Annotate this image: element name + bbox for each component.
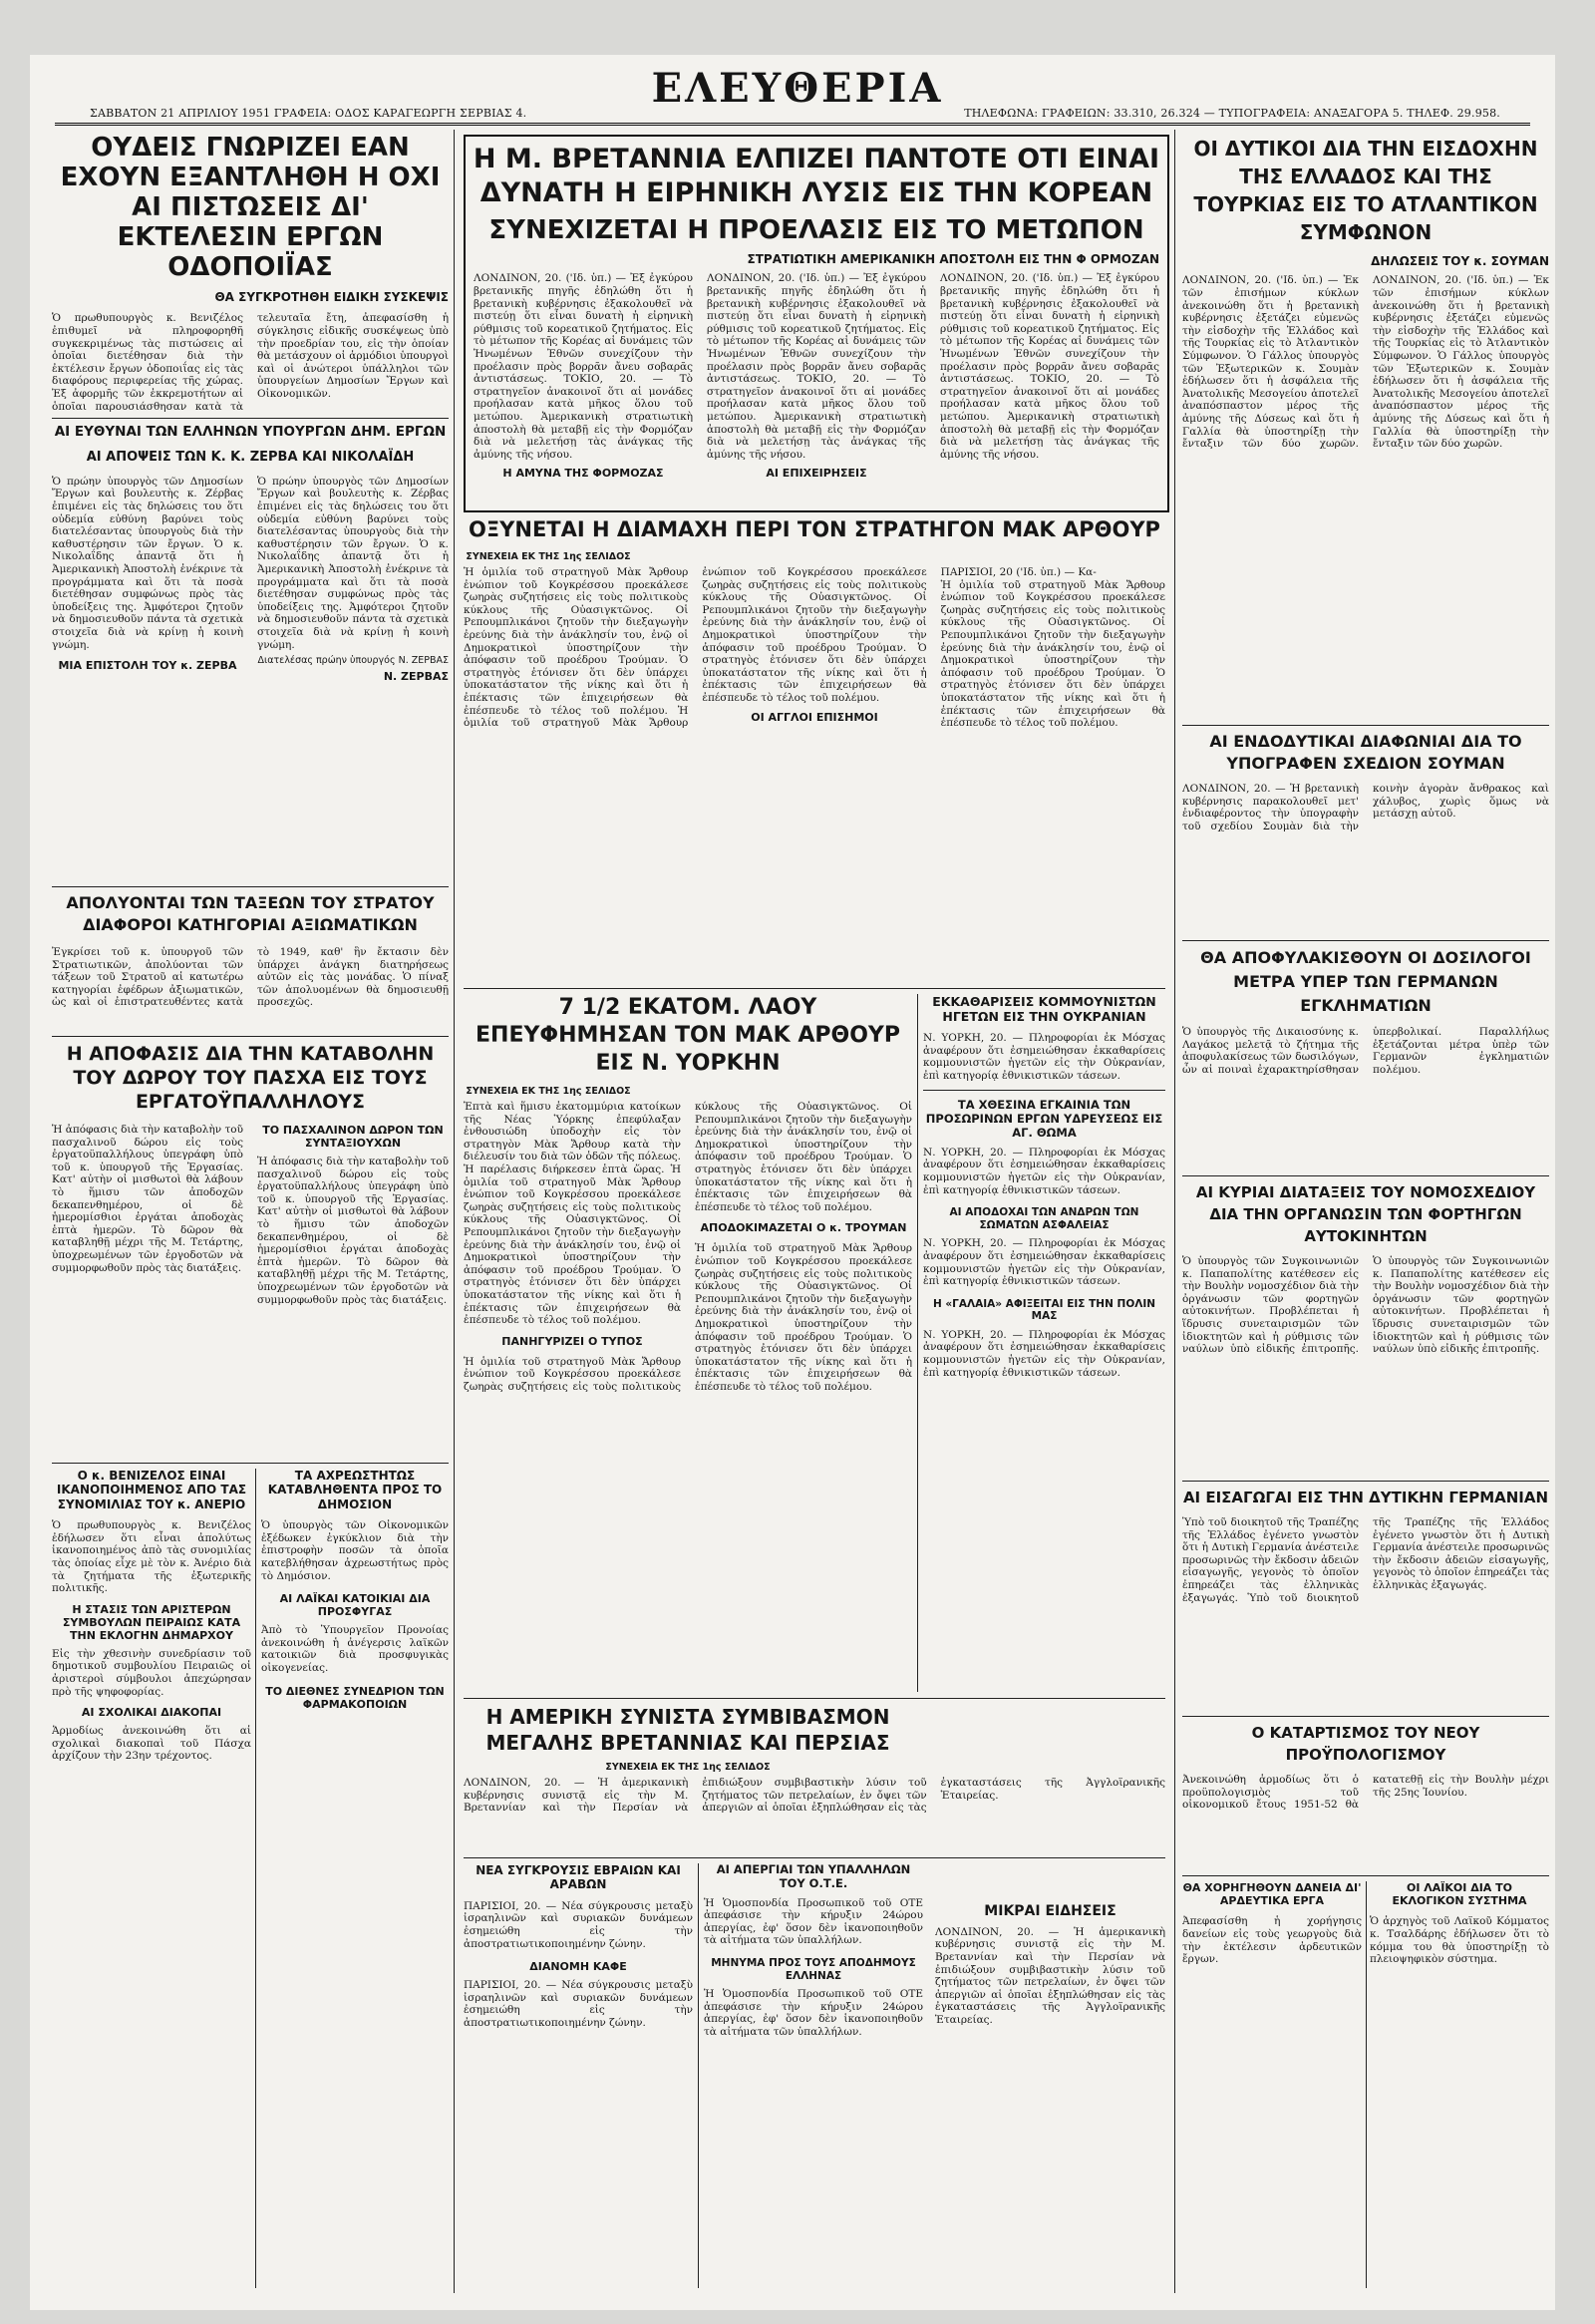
- story-newyork-text-3: Ἡ ὁμιλία τοῦ στρατηγοῦ Μὰκ Ἄρθουρ ἐνώπιον τοῦ Κογκρέσσου προεκάλεσε ζωηρὰς συζητήσεις εἰς τοὺς πολιτικοὺς κύκλους τῆς Οὐασιγκτῶνος. Οἱ Ρεπουμπλικάνοι ζητοῦν τὴν διεξαγωγὴν ἐρεύνης διὰ τὴν ἀνάκλησίν του, ἐνῷ οἱ Δημοκρατικοὶ ὑποστηρίζουν τὴν ἀπόφασιν τοῦ προέδρου Τρούμαν. Ὁ στρατηγὸς ἐτόνισεν ὅτι δὲν ὑπάρχει ὑποκατάστατον τῆς νίκης καὶ ὅτι ἡ ἐπέκτασις τῶν ἐπιχειρήσεων θὰ ἐπέσπευδε τὸ τέλος τοῦ πολέμου.: [464, 1101, 912, 1393]
- story-schuman: ΛΟΝΔΙΝΟΝ, 20. — Ἡ βρετανικὴ κυβέρνησις παρακολουθεῖ μετ' ἐνδιαφέροντος τὴν ὑπογραφὴν τοῦ σχεδίου Σουμὰν διὰ τὴν κοινὴν ἀγορὰν ἄνθρακος καὶ χάλυβος, χωρὶς ὅμως νὰ μετάσχῃ αὐτοῦ.: [1182, 783, 1549, 832]
- headline-atlantic: [1182, 135, 1549, 246]
- rule-r6: [1182, 1875, 1549, 1876]
- headline-trucks: [1182, 1181, 1549, 1247]
- kicker-school: ΑΙ ΣΧΟΛΙΚΑΙ ΔΙΑΚΟΠΑΙ: [81, 1706, 222, 1720]
- story-communists: Ν. ΥΟΡΚΗ, 20. — Πληροφορίαι ἐκ Μόσχας ἀναφέρουν ὅτι ἐσημειώθησαν ἐκκαθαρίσεις κομμουνιστῶν ἡγετῶν εἰς τὴν Οὐκρανίαν, ἐπὶ κατηγορίᾳ ἐθνικιστικῶν τάσεων.: [923, 1032, 1165, 1082]
- kicker-refugees: ΑΙ ΛΑΪΚΑΙ ΚΑΤΟΙΚΙΑΙ ΔΙΑ ΠΡΟΣΦΥΓΑΣ: [279, 1592, 431, 1619]
- story-galaia: Ν. ΥΟΡΚΗ, 20. — Πληροφορίαι ἐκ Μόσχας ἀναφέρουν ὅτι ἐσημειώθησαν ἐκκαθαρίσεις κομμουνιστῶν ἡγετῶν εἰς τὴν Οὐκρανίαν, ἐπὶ κατηγορίᾳ ἐθνικιστικῶν τάσεων.: [923, 1328, 1165, 1379]
- headline-easter-text: Η ΑΠΟΦΑΣΙΣ ΔΙΑ ΤΗΝ ΚΑΤΑΒΟΛΗΝ ΤΟΥ ΔΩΡΟΥ ΤΟΥ ΠΑΣΧΑ ΕΙΣ ΤΟΥΣ ΕΡΓΑΤΟΫΠΑΛΛΗΛΟΥΣ: [66, 1043, 435, 1113]
- headline-strikes: ΑΙ ΑΠΕΡΓΙΑΙ ΤΩΝ ΥΠΑΛΛΗΛΩΝ ΤΟΥ Ο.Τ.Ε.: [716, 1863, 911, 1890]
- rule-c6-split: [698, 1863, 699, 2288]
- headline-loans: ΘΑ ΧΟΡΗΓΗΘΟΥΝ ΔΑΝΕΙΑ ΔΙ' ΑΡΔΕΥΤΙΚΑ ΕΡΓΑ: [1182, 1881, 1362, 1908]
- continued-persia: ΣΥΝΕΧΕΙΑ ΕΚ ΤΗΣ 1ης ΣΕΛΙΔΟΣ: [605, 1762, 771, 1773]
- rule-r3: [1182, 1175, 1549, 1176]
- story-imports-text-2: Ὑπὸ τοῦ διοικητοῦ τῆς Τραπέζης τῆς Ἑλλάδος ἐγένετο γνωστὸν ὅτι ἡ Δυτικὴ Γερμανία ἀνέστειλε προσωρινῶς τὴν ἔκδοσιν ἀδειῶν εἰσαγωγῆς, γεγονὸς τὸ ὁποῖον ἐπηρεάζει τὰς ἑλληνικὰς ἐξαγωγάς.: [1247, 1516, 1549, 1604]
- headline-galaia: Η «ΓΑΛΑΙΑ» ΑΦΙΞΕΙΤΑΙ ΕΙΣ ΤΗΝ ΠΟΛΙΝ ΜΑΣ: [932, 1297, 1156, 1323]
- article-atlantic: [1182, 135, 1549, 721]
- story-arabs: ΠΑΡΙΣΙΟΙ, 20. — Νέα σύγκρουσις μεταξὺ ἰσραηλινῶν καὶ συριακῶν δυνάμεων ἐσημειώθη εἰς τὴν ἀποστρατιωτικοποιημένην ζώνην.: [464, 1899, 693, 1950]
- story-roads: Ὁ πρωθυπουργὸς κ. Βενιζέλος ἐπιθυμεῖ νὰ πληροφορηθῆ συγκεκριμένως τὰς πιστώσεις αἱ ὁποῖαι διετέθησαν διὰ τὴν ἐκτέλεσιν ἔργων ὁδοποιΐας εἰς τὰς διαφόρους περιφερείας τῆς χώρας. Ἐξ ἀφορμῆς τῶν ἐκκρεμοτήτων αἱ ὁποῖαι παρουσιάσθησαν κατὰ τὰ τελευταῖα ἔτη, ἀπεφασίσθη ἡ σύγκλησις εἰδικῆς συσκέψεως ὑπὸ τὴν προεδρίαν του, εἰς τὴν ὁποίαν θὰ μετάσχουν οἱ ἁρμόδιοι ὑπουργοὶ καὶ οἱ ἀνώτεροι ὑπάλληλοι τῶν ὑπουργείων Δημοσίων Ἔργων καὶ Οἰκονομικῶν.: [52, 312, 449, 413]
- dateline-paris: ΠΑΡΙΣΙΟΙ, 20 ('Ιδ. ὑπ.) — Κα-: [940, 566, 1097, 578]
- minor-news: [935, 1863, 1165, 2288]
- article-korea: [464, 135, 1169, 512]
- story-trucks-text-2: Ὁ ὑπουργὸς τῶν Συγκοινωνιῶν κ. Παπαπολίτης κατέθεσεν εἰς τὴν Βουλὴν νομοσχέδιον διὰ τὴν ὀργάνωσιν τῶν φορτηγῶν αὐτοκινήτων. Προβλέπεται ἡ ἵδρυσις συνεταιρισμῶν τῶν ἰδιοκτητῶν καὶ ἡ ρύθμισις τῶν ναύλων ὑπὸ εἰδικῆς ἐπιτροπῆς.: [1373, 1255, 1549, 1356]
- story-atlantic: [1182, 274, 1549, 721]
- headline-trucks-text: ΑΙ ΚΥΡΙΑΙ ΔΙΑΤΑΞΕΙΣ ΤΟΥ ΝΟΜΟΣΧΕΔΙΟΥ ΔΙΑ ΤΗΝ ΟΡΓΑΝΩΣΙΝ ΤΩΝ ΦΟΡΤΗΓΩΝ ΑΥΤΟΚΙΝΗΤΩΝ: [1195, 1183, 1536, 1245]
- article-fees: [261, 1469, 449, 2288]
- rule-c5: [464, 1857, 1165, 1858]
- headline-water: ΤΑ ΧΘΕΣΙΝΑ ΕΓΚΑΙΝΙΑ ΤΩΝ ΠΡΟΣΩΡΙΝΩΝ ΕΡΓΩΝ ΥΔΡΕΥΣΕΩΣ ΕΙΣ ΑΓ. ΘΩΜΑ: [925, 1098, 1163, 1140]
- masthead-title: ΕΛΕΥΘΕΡΙΑ: [651, 65, 944, 112]
- headline-minor-news: ΜΙΚΡΑΙ ΕΙΔΗΣΕΙΣ: [984, 1903, 1116, 1919]
- story-newyork: [464, 1101, 912, 1692]
- article-communists: [923, 994, 1165, 1692]
- rule-l5-split: [255, 1469, 256, 2288]
- story-diaspora: Ἡ Ὁμοσπονδία Προσωπικοῦ τοῦ ΟΤΕ ἀπεφάσισε τὴν κήρυξιν 24ώρου ἀπεργίας, ἐφ' ὅσον δὲν ἱκανοποιηθοῦν τὰ αἰτήματα τῶν ὑπαλλήλων.: [704, 1988, 923, 2038]
- kicker-zervas-letter: ΜΙΑ ΕΠΙΣΤΟΛΗ ΤΟΥ κ. ΖΕΡΒΑ: [58, 659, 237, 673]
- headline-imports-text: ΑΙ ΕΙΣΑΓΩΓΑΙ ΕΙΣ ΤΗΝ ΔΥΤΙΚΗΝ ΓΕΡΜΑΝΙΑΝ: [1182, 1489, 1549, 1506]
- story-army: Ἐγκρίσει τοῦ κ. ὑπουργοῦ τῶν Στρατιωτικῶν, ἀπολύονται τῶν τάξεων τοῦ Στρατοῦ αἱ κατωτέρω κατηγορίαι ἐφέδρων ἀξιωματικῶν, ὡς καὶ οἱ ἐπιστρατευθέντες κατὰ τὸ 1949, καθ' ἣν ἔκτασιν δὲν ὑπάρχει ἀνάγκη διατηρήσεως αὐτῶν εἰς τὰς μονάδας. Ὁ πίναξ τῶν ἀπολυομένων θὰ δημοσιευθῇ προσεχῶς.: [52, 946, 449, 1009]
- article-newyork: [464, 994, 912, 1692]
- headline-budget-text: Ο ΚΑΤΑΡΤΙΣΜΟΣ ΤΟΥ ΝΕΟΥ ΠΡΟΫΠΟΛΟΓΙΣΜΟΥ: [1251, 1724, 1480, 1764]
- story-atlantic-text: ΛΟΝΔΙΝΟΝ, 20. ('Ιδ. ὑπ.) — Ἐκ τῶν ἐπισήμων κύκλων ἀνεκοινώθη ὅτι ἡ βρετανικὴ κυβέρνησις ἐξετάζει εὐμενῶς τὴν εἰσδοχὴν τῆς Ἑλλάδος καὶ τῆς Τουρκίας εἰς τὸ Ἀτλαντικὸν Σύμφωνον. Ὁ Γάλλος ὑπουργὸς τῶν Ἐξωτερικῶν κ. Σουμὰν ἐδήλωσεν ὅτι ἡ ἀσφάλεια τῆς Ἀνατολικῆς Μεσογείου ἀποτελεῖ ἀναπόσπαστον μέρος τῆς ἀμύνης τῆς Δύσεως καὶ ὅτι ἡ Γαλλία θὰ ὑποστηρίξῃ τὴν ἔνταξιν τῶν δύο χωρῶν.: [1182, 274, 1359, 451]
- story-korea-text: ΛΟΝΔΙΝΟΝ, 20. ('Ιδ. ὑπ.) — Ἐξ ἐγκύρου βρετανικῆς πηγῆς ἐδηλώθη ὅτι ἡ βρετανικὴ κυβέρνησις ἐξακολουθεῖ νὰ πιστεύῃ ὅτι εἶναι δυνατὴ ἡ εἰρηνικὴ ρύθμισις τοῦ κορεατικοῦ ζητήματος. Εἰς τὸ μέτωπον τῆς Κορέας αἱ δυνάμεις τῶν Ἡνωμένων Ἐθνῶν συνεχίζουν τὴν προέλασιν πρὸς βορρᾶν ἄνευ σοβαρᾶς ἀντιστάσεως. ΤΟΚΙΟ, 20. — Τὸ στρατηγεῖον ἀνακοινοῖ ὅτι αἱ μονάδες προήλασαν κατὰ μῆκος ὅλου τοῦ μετώπου. Ἀμερικανικὴ στρατιωτικὴ ἀποστολὴ θὰ μεταβῇ εἰς τὴν Φορμόζαν διὰ νὰ μελετήσῃ τὰς ἀνάγκας τῆς ἀμύνης τῆς νήσου.: [474, 272, 693, 461]
- story-trucks-text: Ὁ ὑπουργὸς τῶν Συγκοινωνιῶν κ. Παπαπολίτης κατέθεσεν εἰς τὴν Βουλὴν νομοσχέδιον διὰ τὴν ὀργάνωσιν τῶν φορτηγῶν αὐτοκινήτων. Προβλέπεται ἡ ἵδρυσις συνεταιρισμῶν τῶν ἰδιοκτητῶν καὶ ἡ ρύθμισις τῶν ναύλων ὑπὸ εἰδικῆς ἐπιτροπῆς.: [1182, 1255, 1359, 1356]
- story-loans: Ἀπεφασίσθη ἡ χορήγησις δανείων εἰς τοὺς γεωργοὺς διὰ τὴν ἐκτέλεσιν ἀρδευτικῶν ἔργων.: [1182, 1915, 1362, 1966]
- story-ministers: [52, 476, 449, 844]
- kicker-truman: ΑΠΟΔΟΚΙΜΑΖΕΤΑΙ Ο κ. ΤΡΟΥΜΑΝ: [700, 1221, 907, 1235]
- kicker-english-officials: ΟΙ ΑΓΓΛΟΙ ΕΠΙΣΗΜΟΙ: [751, 710, 878, 724]
- article-electoral: [1370, 1881, 1549, 2288]
- headline-ministers: ΑΙ ΕΥΘΥΝΑΙ ΤΩΝ ΕΛΛΗΝΩΝ ΥΠΟΥΡΓΩΝ ΔΗΜ. ΕΡΓΩΝ: [54, 424, 447, 440]
- kicker-pharmacists: ΤΟ ΔΙΕΘΝΕΣ ΣΥΝΕΔΡΙΟΝ ΤΩΝ ΦΑΡΜΑΚΟΠΟΙΩΝ: [265, 1684, 445, 1711]
- story-school: Ἁρμοδίως ἀνεκοινώθη ὅτι αἱ σχολικαὶ διακοπαὶ τοῦ Πάσχα ἀρχίζουν τὴν 23ην τρέχοντος.: [52, 1725, 251, 1763]
- article-persia: [464, 1704, 1165, 1853]
- story-macarthur: [464, 566, 1165, 975]
- headline-collaborators-text: ΘΑ ΑΠΟΦΥΛΑΚΙΣΘΟΥΝ ΟΙ ΔΟΣΙΛΟΓΟΙ ΜΕΤΡΑ ΥΠΕΡ ΤΩΝ ΓΕΡΜΑΝΩΝ ΕΓΚΛΗΜΑΤΙΩΝ: [1200, 948, 1531, 1015]
- headline-budget: [1182, 1722, 1549, 1766]
- subhead-ministers: ΑΙ ΑΠΟΨΕΙΣ ΤΩΝ Κ. Κ. ΖΕΡΒΑ ΚΑΙ ΝΙΚΟΛΑΪΔΗ: [86, 450, 415, 466]
- column-rule-left: [454, 130, 455, 2293]
- story-piraeus: Εἰς τὴν χθεσινὴν συνεδρίασιν τοῦ δημοτικοῦ συμβουλίου Πειραιῶς οἱ ἀριστεροὶ σύμβουλοι ἀπεχώρησαν πρὸ τῆς ψηφοφορίας.: [52, 1647, 251, 1698]
- story-venizelos: Ὁ πρωθυπουργὸς κ. Βενιζέλος ἐδήλωσεν ὅτι εἶναι ἀπολύτως ἱκανοποιημένος ἀπὸ τὰς συνομιλίας τὰς ὁποίας εἶχε μὲ τὸν κ. Ἀνέριο διὰ τὰ ζητήματα τῆς ἐξωτερικῆς πολιτικῆς.: [52, 1519, 251, 1595]
- story-ministers-text-2: Ὁ πρώην ὑπουργὸς τῶν Δημοσίων Ἔργων καὶ βουλευτὴς κ. Ζέρβας ἐπιμένει εἰς τὰς δηλώσεις του ὅτι οὐδεμία εὐθύνη βαρύνει τοὺς διατελέσαντας ὑπουργοὺς διὰ τὴν καθυστέρησιν τῶν ἔργων. Ὁ κ. Νικολαΐδης ἀπαντᾷ ὅτι ἡ Ἀμερικανικὴ Ἀποστολὴ ἐνέκρινε τὰ προγράμματα καὶ ὅτι τὰ ποσὰ διετέθησαν συμφώνως πρὸς τὰς ὑποδείξεις της. Ἀμφότεροι ζητοῦν νὰ δημοσιευθοῦν πάντα τὰ σχετικὰ στοιχεῖα διὰ νὰ κρίνῃ ἡ κοινὴ γνώμη.: [257, 475, 449, 651]
- kicker-piraeus: Η ΣΤΑΣΙΣ ΤΩΝ ΑΡΙΣΤΕΡΩΝ ΣΥΜΒΟΥΛΩΝ ΠΕΙΡΑΙΩΣ ΚΑΤΑ ΤΗΝ ΕΚΛΟΓΗΝ ΔΗΜΑΡΧΟΥ: [62, 1602, 241, 1642]
- story-coffee: ΠΑΡΙΣΙΟΙ, 20. — Νέα σύγκρουσις μεταξὺ ἰσραηλινῶν καὶ συριακῶν δυνάμεων ἐσημειώθη εἰς τὴν ἀποστρατιωτικοποιημένην ζώνην.: [464, 1979, 693, 2029]
- headline-roads: [52, 133, 449, 282]
- rule-r5: [1182, 1716, 1549, 1717]
- story-fees: Ὁ ὑπουργὸς τῶν Οἰκονομικῶν ἐξέδωκεν ἐγκύκλιον διὰ τὴν ἐπιστροφὴν ποσῶν τὰ ὁποῖα κατεβλήθησαν ἀχρεωστήτως πρὸς τὸ Δημόσιον.: [261, 1519, 449, 1582]
- article-venizelos: [52, 1469, 251, 2288]
- headline-army-text: ΑΠΟΛΥΟΝΤΑΙ ΤΩΝ ΤΑΞΕΩΝ ΤΟΥ ΣΤΡΑΤΟΥ ΔΙΑΦΟΡΟΙ ΚΑΤΗΓΟΡΙΑΙ ΑΞΙΩΜΑΤΙΚΩΝ: [66, 893, 435, 934]
- rule-r7-split: [1366, 1881, 1367, 2288]
- article-budget: [1182, 1722, 1549, 1871]
- story-easter: [52, 1124, 449, 1459]
- headline-arabs: ΝΕΑ ΣΥΓΚΡΟΥΣΙΣ ΕΒΡΑΙΩΝ ΚΑΙ ΑΡΑΒΩΝ: [476, 1863, 681, 1892]
- story-water: Ν. ΥΟΡΚΗ, 20. — Πληροφορίαι ἐκ Μόσχας ἀναφέρουν ὅτι ἐσημειώθησαν ἐκκαθαρίσεις κομμουνιστῶν ἡγετῶν εἰς τὴν Οὐκρανίαν, ἐπὶ κατηγορίᾳ ἐθνικιστικῶν τάσεων.: [923, 1146, 1165, 1196]
- kicker-press: ΠΑΝΗΓΥΡΙΖΕΙ Ο ΤΥΠΟΣ: [501, 1334, 643, 1348]
- story-electoral: Ὁ ἀρχηγὸς τοῦ Λαϊκοῦ Κόμματος κ. Τσαλδάρης ἐδήλωσεν ὅτι τὸ κόμμα του θὰ ὑποστηρίξῃ τὸ πλειοψηφικὸν σύστημα.: [1370, 1915, 1549, 1966]
- story-persia: ΛΟΝΔΙΝΟΝ, 20. — Ἡ ἀμερικανικὴ κυβέρνησις συνιστᾷ εἰς τὴν Μ. Βρεταννίαν καὶ τὴν Περσίαν νὰ ἐπιδιώξουν συμβιβαστικὴν λύσιν τοῦ ζητήματος τῶν πετρελαίων, ἐν ὄψει τῶν ἀπεργιῶν αἱ ὁποῖαι ἐξηπλώθησαν εἰς τὰς ἐγκαταστάσεις τῆς Ἀγγλοϊρανικῆς Ἑταιρείας.: [464, 1777, 1165, 1815]
- rule-c3: [923, 1090, 1165, 1091]
- masthead-phones: ΤΗΛΕΦΩΝΑ: ΓΡΑΦΕΙΩΝ: 33.310, 26.324 — ΤΥΠΟΓΡΑΦΕΙΑ: ΑΝΑΞΑΓΟΡΑ 5. ΤΗΛΕΦ. 29.958.: [964, 107, 1500, 120]
- story-newyork-text-2: Ἡ ὁμιλία τοῦ στρατηγοῦ Μὰκ Ἄρθουρ ἐνώπιον τοῦ Κογκρέσσου προεκάλεσε ζωηρὰς συζητήσεις εἰς τοὺς πολιτικοὺς κύκλους τῆς Οὐασιγκτῶνος. Οἱ Ρεπουμπλικάνοι ζητοῦν τὴν διεξαγωγὴν ἐρεύνης διὰ τὴν ἀνάκλησίν του, ἐνῷ οἱ Δημοκρατικοὶ ὑποστηρίζουν τὴν ἀπόφασιν τοῦ προέδρου Τρούμαν. Ὁ στρατηγὸς ἐτόνισεν ὅτι δὲν ὑπάρχει ὑποκατάστατον τῆς νίκης καὶ ὅτι ἡ ἐπέκτασις τῶν ἐπιχειρήσεων θὰ ἐπέσπευδε τὸ τέλος τοῦ πολέμου.: [464, 1162, 682, 1327]
- headline-electoral: ΟΙ ΛΑΪΚΟΙ ΔΙΑ ΤΟ ΕΚΛΟΓΙΚΟΝ ΣΥΣΤΗΜΑ: [1392, 1881, 1527, 1908]
- story-strikes: Ἡ Ὁμοσπονδία Προσωπικοῦ τοῦ ΟΤΕ ἀπεφάσισε τὴν κήρυξιν 24ώρου ἀπεργίας, ἐφ' ὅσον δὲν ἱκανοποιηθοῦν τὰ αἰτήματα τῶν ὑπαλλήλων.: [704, 1896, 923, 1947]
- article-schuman: [1182, 731, 1549, 936]
- headline-schuman: [1182, 731, 1549, 775]
- story-ministers-text: Ὁ πρώην ὑπουργὸς τῶν Δημοσίων Ἔργων καὶ βουλευτὴς κ. Ζέρβας ἐπιμένει εἰς τὰς δηλώσεις του ὅτι οὐδεμία εὐθύνη βαρύνει τοὺς διατελέσαντας ὑπουργοὺς διὰ τὴν καθυστέρησιν τῶν ἔργων. Ὁ κ. Νικολαΐδης ἀπαντᾷ ὅτι ἡ Ἀμερικανικὴ Ἀποστολὴ ἐνέκρινε τὰ προγράμματα καὶ ὅτι τὰ ποσὰ διετέθησαν συμφώνως πρὸς τὰς ὑποδείξεις της. Ἀμφότεροι ζητοῦν νὰ δημοσιευθοῦν πάντα τὰ σχετικὰ στοιχεῖα διὰ νὰ κρίνῃ ἡ κοινὴ γνώμη.: [52, 475, 243, 651]
- headline-persia-text: Η ΑΜΕΡΙΚΗ ΣΥΝΙΣΤΑ ΣΥΜΒΙΒΑΣΜΟΝ ΜΕΓΑΛΗΣ ΒΡΕΤΑΝΝΙΑΣ ΚΑΙ ΠΕΡΣΙΑΣ: [485, 1705, 890, 1755]
- subhead-formosa: ΣΤΡΑΤΙΩΤΙΚΗ ΑΜΕΡΙΚΑΝΙΚΗ ΑΠΟΣΤΟΛΗ ΕΙΣ ΤΗΝ Φ ΟΡΜΟΖΑΝ: [747, 252, 1159, 266]
- continued-macarthur: ΣΥΝΕΧΕΙΑ ΕΚ ΤΗΣ 1ης ΣΕΛΙΔΟΣ: [466, 551, 631, 562]
- rule-r2: [1182, 940, 1549, 941]
- headline-imports: [1182, 1487, 1549, 1508]
- continued-newyork: ΣΥΝΕΧΕΙΑ ΕΚ ΤΗΣ 1ης ΣΕΛΙΔΟΣ: [466, 1086, 631, 1097]
- story-atlantic-text-2: ΛΟΝΔΙΝΟΝ, 20. ('Ιδ. ὑπ.) — Ἐκ τῶν ἐπισήμων κύκλων ἀνεκοινώθη ὅτι ἡ βρετανικὴ κυβέρνησις ἐξετάζει εὐμενῶς τὴν εἰσδοχὴν τῆς Ἑλλάδος καὶ τῆς Τουρκίας εἰς τὸ Ἀτλαντικὸν Σύμφωνον. Ὁ Γάλλος ὑπουργὸς τῶν Ἐξωτερικῶν κ. Σουμὰν ἐδήλωσεν ὅτι ἡ ἀσφάλεια τῆς Ἀνατολικῆς Μεσογείου ἀποτελεῖ ἀναπόσπαστον μέρος τῆς ἀμύνης τῆς Δύσεως καὶ ὅτι ἡ Γαλλία θὰ ὑποστηρίξῃ τὴν ἔνταξιν τῶν δύο χωρῶν.: [1373, 274, 1549, 451]
- story-refugees: Ἀπὸ τὸ Ὑπουργεῖον Προνοίας ἀνεκοινώθη ἡ ἀνέγερσις λαϊκῶν κατοικιῶν διὰ προσφυγικὰς οἰκογενείας.: [261, 1624, 449, 1674]
- headline-venizelos: Ο κ. ΒΕΝΙΖΕΛΟΣ ΕΙΝΑΙ ΙΚΑΝΟΠΟΙΗΜΕΝΟΣ ΑΠΟ ΤΑΣ ΣΥΝΟΜΙΛΙΑΣ ΤΟΥ κ. ΑΝΕΡΙΟ: [56, 1469, 247, 1511]
- article-ministers: [52, 424, 449, 882]
- article-roads: [52, 133, 449, 414]
- headline-roads-text: ΟΥΔΕΙΣ ΓΝΩΡΙΖΕΙ ΕΑΝ ΕΧΟΥΝ ΕΞΑΝΤΛΗΘΗ Η ΟΧΙ ΑΙ ΠΙΣΤΩΣΕΙΣ ΔΙ' ΕΚΤΕΛΕΣΙΝ ΕΡΓΩΝ ΟΔΟΠΟΙΪΑΣ: [60, 133, 441, 282]
- article-collaborators: [1182, 946, 1549, 1171]
- headline-army: [52, 892, 449, 936]
- article-imports: [1182, 1487, 1549, 1712]
- story-imports: [1182, 1516, 1549, 1696]
- headline-easter: [52, 1042, 449, 1114]
- newspaper-page: [30, 55, 1555, 2310]
- article-loans: [1182, 1881, 1362, 2288]
- rule-c1: [464, 988, 1165, 989]
- kicker-easter-pensioners: ΤΟ ΠΑΣΧΑΛΙΝΟΝ ΔΩΡΟΝ ΤΩΝ ΣΥΝΤΑΞΙΟΥΧΩΝ: [262, 1124, 444, 1150]
- masthead-date-address: ΣΑΒΒΑΤΟΝ 21 ΑΠΡΙΛΙΟΥ 1951 ΓΡΑΦΕΙΑ: ΟΔΟΣ ΚΑΡΑΓΕΩΡΓΗ ΣΕΡΒΙΑΣ 4.: [90, 107, 527, 120]
- masthead-rule: [55, 123, 1530, 126]
- story-trucks: [1182, 1255, 1549, 1477]
- headline-macarthur-text: ΟΞΥΝΕΤΑΙ Η ΔΙΑΜΑΧΗ ΠΕΡΙ ΤΟΝ ΣΤΡΑΤΗΓΟΝ ΜΑΚ ΑΡΘΟΥΡ: [469, 517, 1160, 541]
- story-budget: Ἀνεκοινώθη ἁρμοδίως ὅτι ὁ προϋπολογισμὸς τοῦ οἰκονομικοῦ ἔτους 1951-52 θὰ κατατεθῇ εἰς τὴν Βουλὴν μέχρι τῆς 25ης Ἰουνίου.: [1182, 1774, 1549, 1812]
- headline-communists: ΕΚΚΑΘΑΡΙΣΕΙΣ ΚΟΜΜΟΥΝΙΣΤΩΝ ΗΓΕΤΩΝ ΕΙΣ ΤΗΝ ΟΥΚΡΑΝΙΑΝ: [932, 994, 1156, 1024]
- article-arabs: [464, 1863, 693, 2288]
- headline-collaborators: [1182, 946, 1549, 1018]
- story-security-pay: Ν. ΥΟΡΚΗ, 20. — Πληροφορίαι ἐκ Μόσχας ἀναφέρουν ὅτι ἐσημειώθησαν ἐκκαθαρίσεις κομμουνιστῶν ἡγετῶν εἰς τὴν Οὐκρανίαν, ἐπὶ κατηγορίᾳ ἐθνικιστικῶν τάσεων.: [923, 1237, 1165, 1288]
- rule-r4: [1182, 1481, 1549, 1482]
- article-army: [52, 892, 449, 1032]
- rule-c4: [464, 1698, 1165, 1699]
- headline-korea-2: [466, 214, 1167, 246]
- story-macarthur-text: Ἡ ὁμιλία τοῦ στρατηγοῦ Μὰκ Ἄρθουρ ἐνώπιον τοῦ Κογκρέσσου προεκάλεσε ζωηρὰς συζητήσεις εἰς τοὺς πολιτικοὺς κύκλους τῆς Οὐασιγκτῶνος. Οἱ Ρεπουμπλικάνοι ζητοῦν τὴν διεξαγωγὴν ἐρεύνης διὰ τὴν ἀνάκλησίν του, ἐνῷ οἱ Δημοκρατικοὶ ὑποστηρίζουν τὴν ἀπόφασιν τοῦ προέδρου Τρούμαν. Ὁ στρατηγὸς ἐτόνισεν ὅτι δὲν ὑπάρχει ὑποκατάστατον τῆς νίκης καὶ ὅτι ἡ ἐπέκτασις τῶν ἐπιχειρήσεων θὰ ἐπέσπευδε τὸ τέλος τοῦ πολέμου.: [464, 566, 689, 717]
- article-macarthur: [464, 515, 1165, 984]
- kicker-coffee: ΔΙΑΝΟΜΗ ΚΑΦΕ: [529, 1960, 627, 1974]
- story-korea-text-2: ΛΟΝΔΙΝΟΝ, 20. ('Ιδ. ὑπ.) — Ἐξ ἐγκύρου βρετανικῆς πηγῆς ἐδηλώθη ὅτι ἡ βρετανικὴ κυβέρνησις ἐξακολουθεῖ νὰ πιστεύῃ ὅτι εἶναι δυνατὴ ἡ εἰρηνικὴ ρύθμισις τοῦ κορεατικοῦ ζητήματος. Εἰς τὸ μέτωπον τῆς Κορέας αἱ δυνάμεις τῶν Ἡνωμένων Ἐθνῶν συνεχίζουν τὴν προέλασιν πρὸς βορρᾶν ἄνευ σοβαρᾶς ἀντιστάσεως. ΤΟΚΙΟ, 20. — Τὸ στρατηγεῖον ἀνακοινοῖ ὅτι αἱ μονάδες προήλασαν κατὰ μῆκος ὅλου τοῦ μετώπου. Ἀμερικανικὴ στρατιωτικὴ ἀποστολὴ θὰ μεταβῇ εἰς τὴν Φορμόζαν διὰ νὰ μελετήσῃ τὰς ἀνάγκας τῆς ἀμύνης τῆς νήσου.: [707, 272, 926, 461]
- headline-newyork: [464, 994, 912, 1078]
- story-newyork-text: Ἑπτὰ καὶ ἥμισυ ἑκατομμύρια κατοίκων τῆς Νέας Ὑόρκης ἐπεφύλαξαν ἐνθουσιώδη ὑποδοχὴν εἰς τὸν στρατηγὸν Μὰκ Ἄρθουρ κατὰ τὴν διέλευσίν του διὰ τῶν ὁδῶν τῆς πόλεως. Ἡ παρέλασις διήρκεσεν ἑπτὰ ὥρας.: [464, 1101, 681, 1175]
- rule-l2: [52, 886, 449, 887]
- article-strikes: [704, 1863, 1165, 2288]
- headline-newyork-text: 7 1/2 ΕΚΑΤΟΜ. ΛΑΟΥ ΕΠΕΥΦΗΜΗΣΑΝ ΤΟΝ ΜΑΚ ΑΡΘΟΥΡ ΕΙΣ Ν. ΥΟΡΚΗΝ: [476, 995, 900, 1076]
- story-macarthur-text-2: Ἡ ὁμιλία τοῦ στρατηγοῦ Μὰκ Ἄρθουρ ἐνώπιον τοῦ Κογκρέσσου προεκάλεσε ζωηρὰς συζητήσεις εἰς τοὺς πολιτικοὺς κύκλους τῆς Οὐασιγκτῶνος. Οἱ Ρεπουμπλικάνοι ζητοῦν τὴν διεξαγωγὴν ἐρεύνης διὰ τὴν ἀνάκλησίν του, ἐνῷ οἱ Δημοκρατικοὶ ὑποστηρίζουν τὴν ἀπόφασιν τοῦ προέδρου Τρούμαν. Ὁ στρατηγὸς ἐτόνισεν ὅτι δὲν ὑπάρχει ὑποκατάστατον τῆς νίκης καὶ ὅτι ἡ ἐπέκτασις τῶν ἐπιχειρήσεων θὰ ἐπέσπευδε τὸ τέλος τοῦ πολέμου.: [464, 566, 927, 730]
- headline-persia: [464, 1704, 912, 1756]
- rule-l4: [52, 1463, 449, 1464]
- headline-security-pay: ΑΙ ΑΠΟΔΟΧΑΙ ΤΩΝ ΑΝΔΡΩΝ ΤΩΝ ΣΩΜΑΤΩΝ ΑΣΦΑΛΕΙΑΣ: [949, 1206, 1139, 1231]
- story-easter-text-2: Ἡ ἀπόφασις διὰ τὴν καταβολὴν τοῦ πασχαλινοῦ δώρου εἰς τοὺς ἐργατοϋπαλλήλους ὑπεγράφη ὑπὸ τοῦ κ. ὑπουργοῦ τῆς Ἐργασίας. Κατ' αὐτὴν οἱ μισθωτοὶ θὰ λάβουν τὸ ἥμισυ τῶν ἀποδοχῶν δεκαπενθημέρου, οἱ δὲ ἡμερομίσθιοι ἐργάται ἀποδοχὰς ἑπτὰ ἡμερῶν. Τὸ δῶρον θὰ καταβληθῇ μέχρι τῆς Μ. Τετάρτης, ὑποχρεωμένων τῶν ἐργοδοτῶν νὰ συμμορφωθοῦν πρὸς τὰς διατάξεις.: [257, 1156, 449, 1306]
- headline-diaspora: ΜΗΝΥΜΑ ΠΡΟΣ ΤΟΥΣ ΑΠΟΔΗΜΟΥΣ ΕΛΛΗΝΑΣ: [711, 1956, 916, 1982]
- story-collaborators: Ὁ ὑπουργὸς τῆς Δικαιοσύνης κ. Λαγάκος μελετᾷ τὸ ζήτημα τῆς ἀποφυλακίσεως τῶν δωσιλόγων, ὧν αἱ ποιναὶ ἐχαρακτηρίσθησαν ὑπερβολικαί. Παραλλήλως ἐξετάζονται μέτρα ὑπὲρ τῶν Γερμανῶν ἐγκληματιῶν πολέμου.: [1182, 1026, 1549, 1076]
- headline-macarthur: [464, 515, 1165, 543]
- byline-zervas-1: Διατελέσας πρώην ὑπουργός Ν. ΖΕΡΒΑΣ: [257, 655, 449, 667]
- article-easter: [52, 1042, 449, 1459]
- rule-c2-split: [917, 994, 918, 1692]
- kicker-formosa-defence: Η ΑΜΥΝΑ ΤΗΣ ΦΟΡΜΟΖΑΣ: [502, 467, 664, 481]
- headline-schuman-text: ΑΙ ΕΝΔΟΔΥΤΙΚΑΙ ΔΙΑΦΩΝΙΑΙ ΔΙΑ ΤΟ ΥΠΟΓΡΑΦΕΝ ΣΧΕΔΙΟΝ ΣΟΥΜΑΝ: [1209, 732, 1522, 773]
- subhead-schuman-statements: ΔΗΛΩΣΕΙΣ ΤΟΥ κ. ΣΟΥΜΑΝ: [1371, 254, 1549, 268]
- kicker-operations: ΑΙ ΕΠΙΧΕΙΡΗΣΕΙΣ: [766, 467, 867, 481]
- story-korea: [474, 272, 1159, 487]
- byline-zervas-2: Ν. ΖΕΡΒΑΣ: [383, 670, 449, 684]
- story-minor-news: ΛΟΝΔΙΝΟΝ, 20. — Ἡ ἀμερικανικὴ κυβέρνησις συνιστᾷ εἰς τὴν Μ. Βρεταννίαν καὶ τὴν Περσίαν νὰ ἐπιδιώξουν συμβιβαστικὴν λύσιν τοῦ ζητήματος τῶν πετρελαίων, ἐν ὄψει τῶν ἀπεργιῶν αἱ ὁποῖαι ἐξηπλώθησαν εἰς τὰς ἐγκαταστάσεις τῆς Ἀγγλοϊρανικῆς Ἑταιρείας.: [935, 1925, 1165, 2026]
- headline-korea-text: Η Μ. ΒΡΕΤΑΝΝΙΑ ΕΛΠΙΖΕΙ ΠΑΝΤΟΤΕ ΟΤΙ ΕΙΝΑΙ ΔΥΝΑΤΗ Η ΕΙΡΗΝΙΚΗ ΛΥΣΙΣ ΕΙΣ ΤΗΝ ΚΟΡΕΑΝ: [473, 144, 1160, 208]
- story-newyork-text-4: Ἡ ὁμιλία τοῦ στρατηγοῦ Μὰκ Ἄρθουρ ἐνώπιον τοῦ Κογκρέσσου προεκάλεσε ζωηρὰς συζητήσεις εἰς τοὺς πολιτικοὺς κύκλους τῆς Οὐασιγκτῶνος. Οἱ Ρεπουμπλικάνοι ζητοῦν τὴν διεξαγωγὴν ἐρεύνης διὰ τὴν ἀνάκλησίν του, ἐνῷ οἱ Δημοκρατικοὶ ὑποστηρίζουν τὴν ἀπόφασιν τοῦ προέδρου Τρούμαν. Ὁ στρατηγὸς ἐτόνισεν ὅτι δὲν ὑπάρχει ὑποκατάστατον τῆς νίκης καὶ ὅτι ἡ ἐπέκτασις τῶν ἐπιχειρήσεων θὰ ἐπέσπευδε τὸ τέλος τοῦ πολέμου.: [695, 1242, 912, 1393]
- rule-r1: [1182, 725, 1549, 726]
- headline-atlantic-text: ΟΙ ΔΥΤΙΚΟΙ ΔΙΑ ΤΗΝ ΕΙΣΔΟΧΗΝ ΤΗΣ ΕΛΛΑΔΟΣ ΚΑΙ ΤΗΣ ΤΟΥΡΚΙΑΣ ΕΙΣ ΤΟ ΑΤΛΑΝΤΙΚΟΝ ΣΥΜΦΩΝΟΝ: [1193, 137, 1538, 244]
- story-macarthur-text-3: Ἡ ὁμιλία τοῦ στρατηγοῦ Μὰκ Ἄρθουρ ἐνώπιον τοῦ Κογκρέσσου προεκάλεσε ζωηρὰς συζητήσεις εἰς τοὺς πολιτικοὺς κύκλους τῆς Οὐασιγκτῶνος. Οἱ Ρεπουμπλικάνοι ζητοῦν τὴν διεξαγωγὴν ἐρεύνης διὰ τὴν ἀνάκλησίν του, ἐνῷ οἱ Δημοκρατικοὶ ὑποστηρίζουν τὴν ἀπόφασιν τοῦ προέδρου Τρούμαν. Ὁ στρατηγὸς ἐτόνισεν ὅτι δὲν ὑπάρχει ὑποκατάστατον τῆς νίκης καὶ ὅτι ἡ ἐπέκτασις τῶν ἐπιχειρήσεων θὰ ἐπέσπευδε τὸ τέλος τοῦ πολέμου.: [940, 578, 1165, 730]
- column-rule-right: [1174, 130, 1175, 2293]
- article-trucks: [1182, 1181, 1549, 1477]
- masthead: [30, 55, 1555, 125]
- subhead-roads: ΘΑ ΣΥΓΚΡΟΤΗΘΗ ΕΙΔΙΚΗ ΣΥΣΚΕΨΙΣ: [214, 290, 449, 304]
- headline-fees: ΤΑ ΑΧΡΕΩΣΤΗΤΩΣ ΚΑΤΑΒΛΗΘΕΝΤΑ ΠΡΟΣ ΤΟ ΔΗΜΟΣΙΟΝ: [267, 1469, 443, 1511]
- rule-l1: [52, 418, 449, 419]
- headline-korea-2-text: ΣΥΝΕΧΙΖΕΤΑΙ Η ΠΡΟΕΛΑΣΙΣ ΕΙΣ ΤΟ ΜΕΤΩΠΟΝ: [488, 215, 1144, 245]
- story-imports-text: Ὑπὸ τοῦ διοικητοῦ τῆς Τραπέζης τῆς Ἑλλάδος ἐγένετο γνωστὸν ὅτι ἡ Δυτικὴ Γερμανία ἀνέστειλε προσωρινῶς τὴν ἔκδοσιν ἀδειῶν εἰσαγωγῆς, γεγονὸς τὸ ὁποῖον ἐπηρεάζει τὰς ἑλληνικὰς ἐξαγωγάς.: [1182, 1516, 1359, 1604]
- rule-l3: [52, 1036, 449, 1037]
- story-korea-text-3: ΛΟΝΔΙΝΟΝ, 20. ('Ιδ. ὑπ.) — Ἐξ ἐγκύρου βρετανικῆς πηγῆς ἐδηλώθη ὅτι ἡ βρετανικὴ κυβέρνησις ἐξακολουθεῖ νὰ πιστεύῃ ὅτι εἶναι δυνατὴ ἡ εἰρηνικὴ ρύθμισις τοῦ κορεατικοῦ ζητήματος. Εἰς τὸ μέτωπον τῆς Κορέας αἱ δυνάμεις τῶν Ἡνωμένων Ἐθνῶν συνεχίζουν τὴν προέλασιν πρὸς βορρᾶν ἄνευ σοβαρᾶς ἀντιστάσεως. ΤΟΚΙΟ, 20. — Τὸ στρατηγεῖον ἀνακοινοῖ ὅτι αἱ μονάδες προήλασαν κατὰ μῆκος ὅλου τοῦ μετώπου. Ἀμερικανικὴ στρατιωτικὴ ἀποστολὴ θὰ μεταβῇ εἰς τὴν Φορμόζαν διὰ νὰ μελετήσῃ τὰς ἀνάγκας τῆς ἀμύνης τῆς νήσου.: [940, 272, 1159, 461]
- story-easter-text: Ἡ ἀπόφασις διὰ τὴν καταβολὴν τοῦ πασχαλινοῦ δώρου εἰς τοὺς ἐργατοϋπαλλήλους ὑπεγράφη ὑπὸ τοῦ κ. ὑπουργοῦ τῆς Ἐργασίας. Κατ' αὐτὴν οἱ μισθωτοὶ θὰ λάβουν τὸ ἥμισυ τῶν ἀποδοχῶν δεκαπενθημέρου, οἱ δὲ ἡμερομίσθιοι ἐργάται ἀποδοχὰς ἑπτὰ ἡμερῶν. Τὸ δῶρον θὰ καταβληθῇ μέχρι τῆς Μ. Τετάρτης, ὑποχρεωμένων τῶν ἐργοδοτῶν νὰ συμμορφωθοῦν πρὸς τὰς διατάξεις.: [52, 1124, 243, 1274]
- headline-korea: [466, 143, 1167, 210]
